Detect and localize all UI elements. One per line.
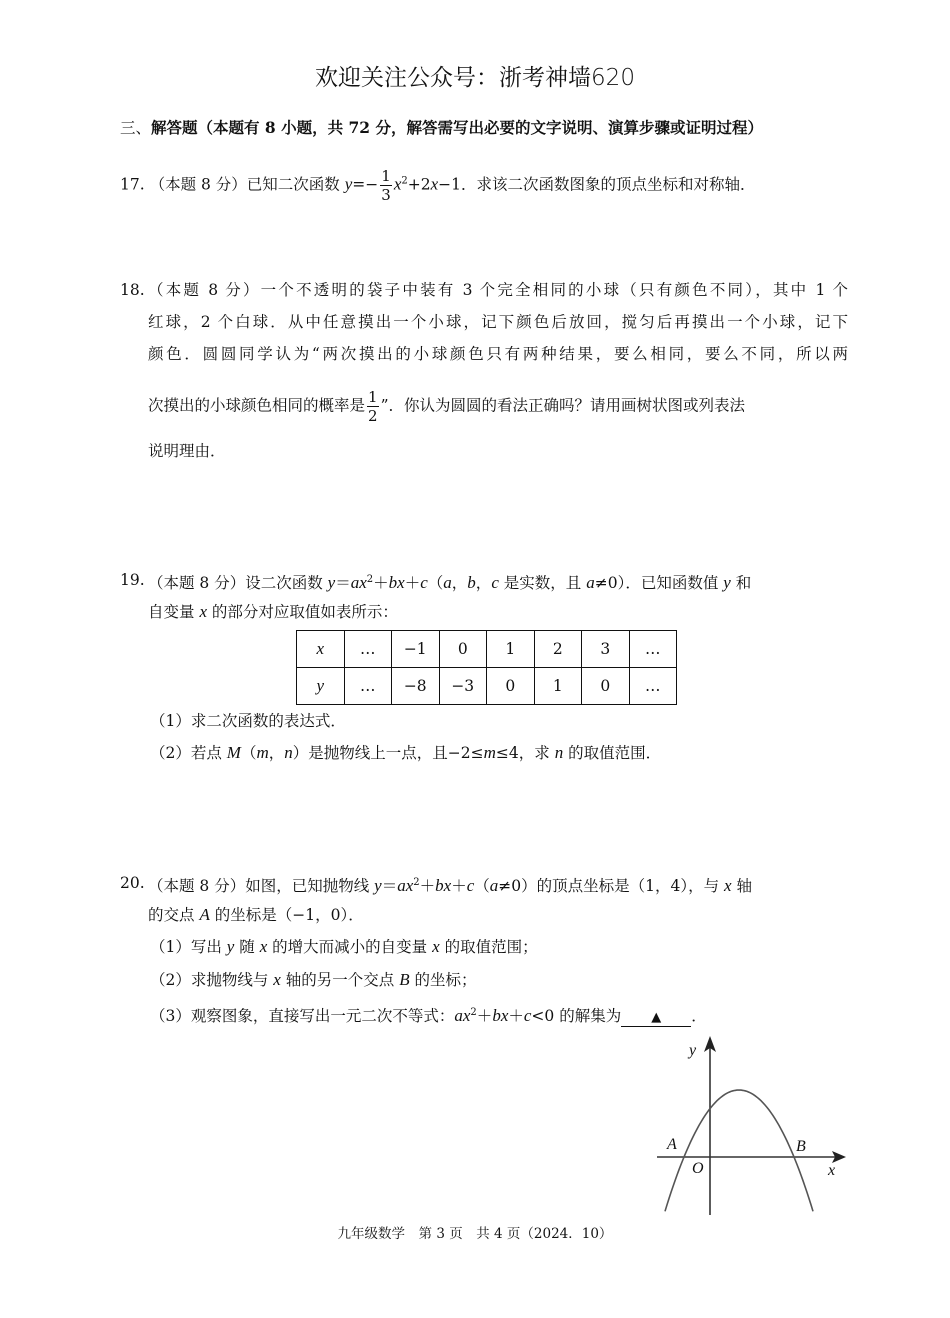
- table-cell: 0: [439, 631, 487, 668]
- table-cell: 1: [487, 631, 535, 668]
- answer-blank: ▲: [621, 1010, 691, 1027]
- table-cell: …: [629, 631, 677, 668]
- q18-line: 红球，2 个白球．从中任意摸出一个小球，记下颜色后放回，搅匀后再摸出一个小球，记下: [148, 313, 848, 331]
- q18-text: 次摸出的小球颜色相同的概率是: [148, 396, 366, 415]
- table-cell: −1: [392, 631, 440, 668]
- y-axis-label: y: [689, 1042, 697, 1059]
- q18-line: 说明理由．: [148, 442, 226, 460]
- q17-text: +2: [407, 175, 431, 194]
- table-cell: y: [297, 668, 345, 705]
- table-cell: 2: [534, 631, 582, 668]
- var: x: [430, 174, 439, 194]
- var: y: [344, 174, 353, 194]
- q17-text: =−: [352, 175, 379, 194]
- q19-sub2: （2）若点 M（m，n）是抛物线上一点，且−2≤m≤4，求 n 的取值范围．: [150, 743, 662, 762]
- watermark-title: 欢迎关注公众号：浙考神墙620: [315, 65, 635, 91]
- q17-text: （本题 8 分）已知二次函数: [149, 175, 345, 194]
- question-number: 17.: [120, 175, 145, 194]
- point-a-label: A: [667, 1136, 677, 1153]
- table-cell: −8: [392, 668, 440, 705]
- exponent: 2: [401, 175, 408, 187]
- denominator: 2: [368, 407, 378, 425]
- q20-sub2: （2）求抛物线与 x 轴的另一个交点 B 的坐标；: [150, 970, 477, 989]
- q20-sub1: （1）写出 y 随 x 的增大而减小的自变量 x 的取值范围；: [150, 937, 538, 956]
- numerator: 1: [381, 167, 391, 185]
- table-cell: x: [297, 631, 345, 668]
- question-number: 18.: [120, 281, 145, 299]
- section-prefix: 三、: [120, 119, 152, 137]
- table-cell: 1: [534, 668, 582, 705]
- denominator: 3: [381, 186, 391, 204]
- table-cell: 0: [582, 668, 630, 705]
- var: x: [393, 174, 402, 194]
- question-number: 19.: [120, 571, 145, 589]
- q19-line: 自变量 x 的部分对应取值如表所示：: [148, 602, 398, 621]
- q20-sub3: （3）观察图象，直接写出一元二次不等式：$ax^2+bx+c<0$ 的解集为 ▲ ．: [150, 1006, 707, 1026]
- origin-label: O: [692, 1160, 704, 1177]
- table-cell: 3: [582, 631, 630, 668]
- page-footer: 九年级数学 第 3 页 共 4 页（2024．10）: [337, 1226, 613, 1242]
- numerator: 1: [368, 388, 378, 406]
- table-cell: …: [344, 668, 392, 705]
- q18-line: （本题 8 分）一个不透明的袋子中装有 3 个完全相同的小球（只有颜色不同），其中 1 个: [148, 281, 848, 299]
- question-number: 20.: [120, 874, 145, 892]
- table-cell: …: [629, 668, 677, 705]
- section-title: 解答题（本题有 8 小题，共 72 分，解答需写出必要的文字说明、演算步骤或证明过程）: [151, 118, 763, 137]
- point-b-label: B: [796, 1138, 806, 1155]
- q20-line: 的交点 A 的坐标是（−1，0）．: [148, 905, 364, 924]
- x-axis-label: x: [828, 1162, 836, 1179]
- table-cell: 0: [487, 668, 535, 705]
- q18-line: 颜色．圆圆同学认为“两次摸出的小球颜色只有两种结果，要么相同，要么不同，所以两: [148, 345, 848, 363]
- table-cell: …: [344, 631, 392, 668]
- q20-line: （本题 8 分）如图，已知抛物线 $y=ax^2+bx+c(a\ne 0)$的顶点坐标是（1，4），与 x 轴: [148, 876, 753, 896]
- table-cell: −3: [439, 668, 487, 705]
- q19-line: （本题 8 分）设二次函数 $y=ax^2+bx+c(a$，b，c 是实数，且 a≠0）．已知函数值 y 和: [148, 573, 752, 593]
- parabola-curve: [665, 1090, 813, 1211]
- q17-text: −1．求该二次函数图象的顶点坐标和对称轴．: [438, 175, 756, 194]
- q18-text: ”．你认为圆圆的看法正确吗？请用画树状图或列表法: [380, 396, 745, 415]
- q19-sub1: （1）求二次函数的表达式．: [150, 712, 346, 730]
